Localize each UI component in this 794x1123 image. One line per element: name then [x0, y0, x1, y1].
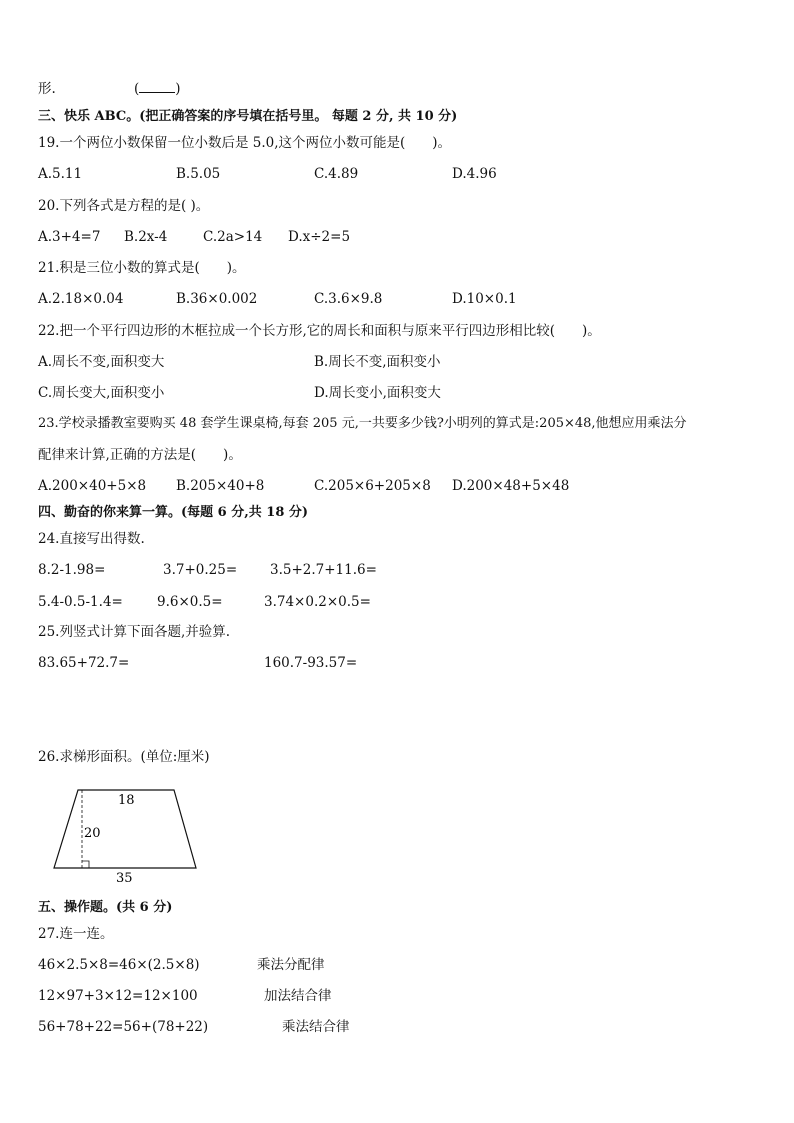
q26-text: 26.求梯形面积。(单位:厘米) [38, 749, 210, 765]
q20-option-c: C.2a>14 [203, 229, 263, 245]
trapezoid-figure [50, 782, 210, 886]
q27-right-1: 乘法分配律 [257, 957, 325, 973]
q24-item-4: 5.4-0.5-1.4= [38, 594, 123, 610]
q20-option-b: B.2x-4 [124, 229, 168, 245]
q21-option-d: D.10×0.1 [452, 291, 517, 307]
top-base-label: 18 [118, 793, 135, 808]
q20-option-a: A.3+4=7 [38, 229, 101, 245]
q24-item-6: 3.74×0.2×0.5= [264, 594, 371, 610]
q23-text-line2: 配律来计算,正确的方法是( )。 [38, 447, 242, 463]
blank-line [139, 80, 175, 93]
q20-text: 20.下列各式是方程的是( )。 [38, 198, 210, 214]
height-label: 20 [84, 826, 101, 841]
q25-item-1: 83.65+72.7= [38, 655, 130, 671]
q21-option-a: A.2.18×0.04 [38, 291, 124, 307]
q22-option-d: D.周长变小,面积变大 [314, 385, 441, 401]
q23-option-d: D.200×48+5×48 [452, 478, 570, 494]
section4-title: 四、勤奋的你来算一算。(每题 6 分,共 18 分) [38, 505, 309, 520]
q21-option-c: C.3.6×9.8 [314, 291, 383, 307]
q24-item-3: 3.5+2.7+11.6= [270, 562, 377, 578]
q25-item-2: 160.7-93.57= [264, 655, 358, 671]
q19-option-c: C.4.89 [314, 166, 359, 182]
q24-item-2: 3.7+0.25= [163, 562, 238, 578]
q19-option-a: A.5.11 [38, 166, 83, 182]
q23-text-line1: 23.学校录播教室要购买 48 套学生课桌椅,每套 205 元,一共要多少钱?小明列的算式是:205×48,他想应用乘法分 [38, 416, 687, 431]
section5-title: 五、操作题。(共 6 分) [38, 900, 173, 915]
q21-text: 21.积是三位小数的算式是( )。 [38, 260, 246, 276]
q23-option-b: B.205×40+8 [176, 478, 265, 494]
q19-option-b: B.5.05 [176, 166, 221, 182]
q22-option-b: B.周长不变,面积变小 [314, 354, 441, 370]
q22-option-c: C.周长变大,面积变小 [38, 385, 165, 401]
q27-left-3: 56+78+22=56+(78+22) [38, 1019, 209, 1035]
q27-right-2: 加法结合律 [264, 988, 332, 1004]
section3-title: 三、快乐 ABC。(把正确答案的序号填在括号里。 每题 2 分, 共 10 分) [38, 109, 458, 124]
right-angle-mark [82, 861, 89, 868]
bottom-base-label: 35 [116, 871, 133, 886]
answer-blank: ( ) [134, 81, 181, 97]
q24-text: 24.直接写出得数. [38, 531, 145, 547]
q23-option-a: A.200×40+5×8 [38, 478, 147, 494]
q27-right-3: 乘法结合律 [282, 1019, 350, 1035]
q24-item-5: 9.6×0.5= [157, 594, 223, 610]
q19-text: 19.一个两位小数保留一位小数后是 5.0,这个两位小数可能是( )。 [38, 135, 452, 151]
q21-option-b: B.36×0.002 [176, 291, 258, 307]
q27-left-2: 12×97+3×12=12×100 [38, 988, 198, 1004]
q19-option-d: D.4.96 [452, 166, 497, 182]
q23-option-c: C.205×6+205×8 [314, 478, 431, 494]
prev-question-tail [38, 80, 56, 98]
q27-left-1: 46×2.5×8=46×(2.5×8) [38, 957, 200, 973]
q25-text: 25.列竖式计算下面各题,并验算. [38, 624, 231, 640]
q24-item-1: 8.2-1.98= [38, 562, 106, 578]
prev-question-text: 形. [38, 81, 56, 97]
q27-text: 27.连一连。 [38, 926, 114, 942]
q22-option-a: A.周长不变,面积变大 [38, 354, 165, 370]
q20-option-d: D.x÷2=5 [288, 229, 351, 245]
q22-text: 22.把一个平行四边形的木框拉成一个长方形,它的周长和面积与原来平行四边形相比较( )。 [38, 323, 601, 339]
